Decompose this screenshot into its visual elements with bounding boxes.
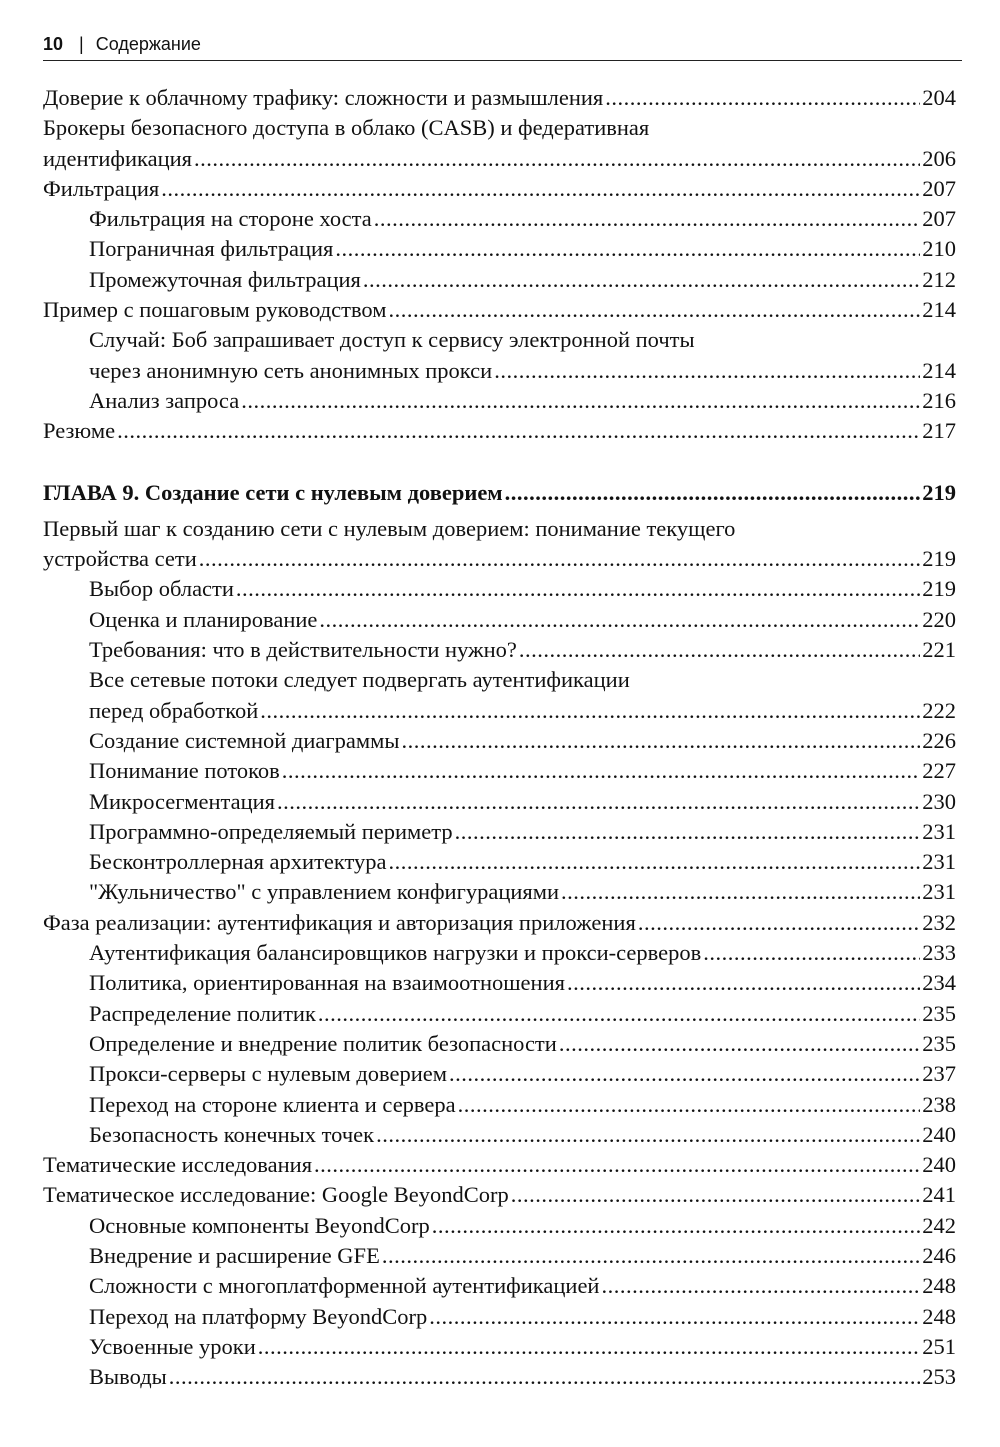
dot-leader [318, 999, 920, 1029]
toc-entry[interactable] [43, 83, 956, 113]
toc-entry[interactable] [43, 1150, 956, 1180]
dot-leader [494, 356, 920, 386]
toc-entry[interactable] [43, 726, 956, 756]
dot-leader [319, 605, 920, 635]
toc-entry-title: Политика, ориентированная на взаимоотношения [89, 970, 565, 996]
chapter-title: ГЛАВА 9. Создание сети с нулевым доверием [43, 479, 503, 505]
dot-leader [458, 1090, 921, 1120]
toc-entry-title: Основные компоненты BeyondCorp [89, 1212, 430, 1238]
toc-entry-page: 235 [922, 1000, 956, 1026]
toc-entry-page: 210 [922, 236, 956, 262]
toc-entry-page: 238 [922, 1091, 956, 1117]
toc-entry[interactable] [43, 574, 956, 604]
toc-entry[interactable] [43, 877, 956, 907]
dot-leader [505, 478, 921, 508]
toc-entry[interactable] [43, 1332, 956, 1362]
toc-entry-title: Распределение политик [89, 1000, 316, 1026]
toc-entry-page: 227 [922, 758, 956, 784]
toc-entry[interactable] [43, 265, 956, 295]
dot-leader [605, 83, 920, 113]
toc-entry-title: Выбор области [89, 576, 234, 602]
dot-leader [432, 1211, 921, 1241]
toc-entry-title: Пример с пошаговым руководством [43, 297, 387, 323]
toc-entry-title: Пограничная фильтрация [89, 236, 334, 262]
dot-leader [374, 204, 921, 234]
toc-entry-page: 232 [922, 909, 956, 935]
dot-leader [429, 1302, 920, 1332]
toc-entry-title: Тематические исследования [43, 1152, 313, 1178]
chapter-heading[interactable] [43, 478, 956, 508]
toc-entry-page: 246 [922, 1242, 956, 1268]
toc-entry-page: 217 [922, 418, 956, 444]
toc-entry-page: 241 [922, 1182, 956, 1208]
toc-entry[interactable] [43, 386, 956, 416]
dot-leader [703, 938, 920, 968]
toc-entry[interactable] [43, 817, 956, 847]
toc-entry[interactable] [43, 635, 956, 665]
toc-entry-page: 216 [922, 387, 956, 413]
dot-leader [559, 1029, 920, 1059]
toc-entry-title: Переход на стороне клиента и сервера [89, 1091, 456, 1117]
toc-entry-title: Прокси-серверы с нулевым доверием [89, 1061, 448, 1087]
toc-entry[interactable] [43, 325, 956, 386]
toc-entry[interactable] [43, 1211, 956, 1241]
toc-entry-title: Внедрение и расширение GFE [89, 1242, 380, 1268]
dot-leader [567, 968, 920, 998]
toc-entry-page: 248 [922, 1303, 956, 1329]
toc-entry-page: 237 [922, 1061, 956, 1087]
toc-entry-title: Определение и внедрение политик безопасности [89, 1030, 557, 1056]
toc-entry-title-line: Первый шаг к созданию сети с нулевым доверием: понимание текущего [43, 515, 736, 541]
toc-group-1 [43, 83, 956, 447]
toc-entry-page: 206 [922, 145, 956, 171]
dot-leader [258, 1332, 921, 1362]
toc-entry-page: 220 [922, 606, 956, 632]
toc-entry[interactable] [43, 1120, 956, 1150]
toc-entry[interactable] [43, 1302, 956, 1332]
dot-leader [561, 877, 920, 907]
toc-entry[interactable] [43, 908, 956, 938]
toc-entry-title: перед обработкой [89, 697, 259, 723]
toc-entry-page: 248 [922, 1273, 956, 1299]
toc-entry[interactable] [43, 1241, 956, 1271]
dot-leader [277, 787, 920, 817]
toc-entry-title: Доверие к облачному трафику: сложности и размышления [43, 85, 604, 110]
header-separator: | [79, 34, 84, 54]
chapter-page: 219 [922, 479, 956, 505]
toc-entry-title: Усвоенные уроки [89, 1333, 256, 1359]
toc-entry-title: Создание системной диаграммы [89, 727, 400, 753]
toc-entry-title: Анализ запроса [89, 387, 240, 413]
toc-entry-title: Требования: что в действительности нужно? [89, 637, 517, 663]
toc-entry[interactable] [43, 968, 956, 998]
toc-entry[interactable] [43, 665, 956, 726]
toc-entry-page: 221 [922, 637, 956, 663]
toc-entry-page: 240 [922, 1121, 956, 1147]
toc-entry[interactable] [43, 1271, 956, 1301]
toc-entry[interactable] [43, 204, 956, 234]
dot-leader [401, 726, 920, 756]
toc-entry-title: Оценка и планирование [89, 606, 318, 632]
dot-leader [455, 817, 921, 847]
dot-leader [282, 756, 920, 786]
dot-leader [449, 1059, 920, 1089]
toc-entry-title: Фильтрация [43, 175, 160, 201]
toc-entry[interactable] [43, 938, 956, 968]
toc-entry-title: Выводы [89, 1364, 167, 1390]
dot-leader [260, 696, 920, 726]
dot-leader [241, 386, 920, 416]
toc-entry-title: Понимание потоков [89, 758, 280, 784]
toc-entry-title: Программно-определяемый периметр [89, 818, 453, 844]
toc-entry-page: 242 [922, 1212, 956, 1238]
dot-leader [335, 234, 920, 264]
dot-leader [117, 416, 920, 446]
toc-entry-title: Безопасность конечных точек [89, 1121, 375, 1147]
toc-entry-title: Бесконтроллерная архитектура [89, 849, 387, 875]
toc-entry-title: Резюме [43, 418, 116, 444]
dot-leader [376, 1120, 920, 1150]
toc-entry[interactable] [43, 174, 956, 204]
dot-leader [169, 1362, 920, 1392]
dot-leader [382, 1241, 920, 1271]
toc-entry-page: 214 [922, 297, 956, 323]
toc-entry-page: 233 [922, 940, 956, 966]
toc-entry-title: Микросегментация [89, 788, 276, 814]
toc-entry-page: 231 [922, 879, 956, 905]
toc-entry-page: 207 [922, 206, 956, 232]
toc-entry-title: Переход на платформу BeyondCorp [89, 1303, 428, 1329]
toc-entry-page: 253 [922, 1364, 956, 1390]
toc-entry-page: 222 [922, 697, 956, 723]
toc-entry-page: 204 [922, 85, 956, 110]
toc-entry-page: 231 [922, 818, 956, 844]
toc-entry-title: Фильтрация на стороне хоста [89, 206, 372, 232]
dot-leader [389, 847, 921, 877]
toc-group-2 [43, 514, 956, 1393]
toc-entry-title: устройства сети [43, 546, 197, 572]
dot-leader [236, 574, 920, 604]
dot-leader [363, 265, 920, 295]
toc-entry[interactable] [43, 1180, 956, 1210]
toc-entry[interactable] [43, 416, 956, 446]
dot-leader [519, 635, 920, 665]
toc-entry-page: 230 [922, 788, 956, 814]
toc-entry-title: Аутентификация балансировщиков нагрузки и прокси-серверов [89, 940, 702, 966]
toc-entry[interactable] [43, 999, 956, 1029]
table-of-contents [43, 83, 956, 1392]
toc-entry-title-line: Брокеры безопасного доступа в облако (CASB) и федеративная [43, 115, 650, 141]
section-title: Содержание [95, 34, 201, 54]
dot-leader [314, 1150, 920, 1180]
toc-entry-title: Промежуточная фильтрация [89, 266, 361, 292]
toc-entry-page: 235 [922, 1030, 956, 1056]
toc-entry-page: 231 [922, 849, 956, 875]
toc-entry-page: 219 [922, 546, 956, 572]
toc-entry-title: Тематическое исследование: Google BeyondCorp [43, 1182, 509, 1208]
toc-entry-page: 240 [922, 1152, 956, 1178]
toc-entry-title: идентификация [43, 145, 193, 171]
toc-entry-page: 219 [922, 576, 956, 602]
dot-leader [161, 174, 920, 204]
toc-entry-title: Сложности с многоплатформенной аутентификацией [89, 1273, 600, 1299]
toc-entry-page: 234 [922, 970, 956, 996]
toc-entry[interactable] [43, 113, 956, 174]
toc-entry[interactable] [43, 234, 956, 264]
toc-entry[interactable] [43, 1362, 956, 1392]
toc-entry[interactable] [43, 787, 956, 817]
dot-leader [389, 295, 921, 325]
toc-entry-title-line: Все сетевые потоки следует подвергать аутентификации [89, 667, 630, 693]
toc-entry[interactable] [43, 756, 956, 786]
dot-leader [638, 908, 920, 938]
page-number: 10 [43, 34, 64, 54]
toc-entry-title: через анонимную сеть анонимных прокси [89, 357, 493, 383]
toc-entry-page: 214 [922, 357, 956, 383]
toc-entry[interactable] [43, 1090, 956, 1120]
toc-entry-page: 212 [922, 266, 956, 292]
toc-entry[interactable] [43, 514, 956, 575]
toc-entry-title: Фаза реализации: аутентификация и авторизация приложения [43, 909, 636, 935]
toc-entry[interactable] [43, 847, 956, 877]
toc-entry[interactable] [43, 1059, 956, 1089]
toc-entry[interactable] [43, 295, 956, 325]
dot-leader [199, 544, 920, 574]
toc-entry-page: 251 [922, 1333, 956, 1359]
dot-leader [511, 1180, 920, 1210]
toc-entry-page: 207 [922, 175, 956, 201]
dot-leader [601, 1271, 920, 1301]
toc-entry[interactable] [43, 605, 956, 635]
running-head [43, 30, 962, 61]
toc-entry[interactable] [43, 1029, 956, 1059]
toc-entry-page: 226 [922, 727, 956, 753]
dot-leader [194, 144, 920, 174]
toc-entry-title: "Жульничество" с управлением конфигурациями [89, 879, 560, 905]
toc-entry-title-line: Случай: Боб запрашивает доступ к сервису электронной почты [89, 327, 695, 353]
